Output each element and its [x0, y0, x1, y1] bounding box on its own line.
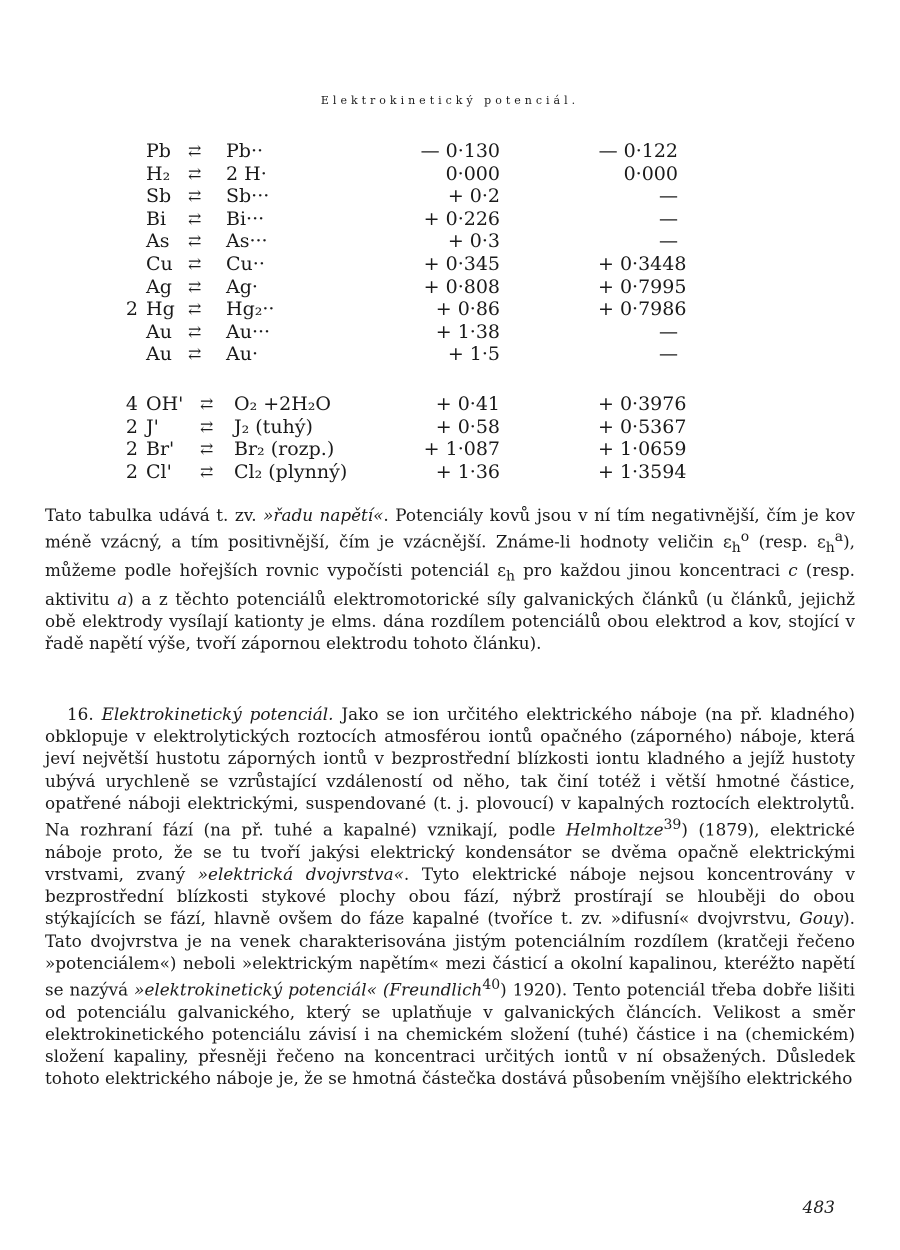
cell-right-side: Au···	[226, 320, 271, 343]
cell-potential-1: + 0·3	[447, 230, 500, 253]
cell-potential-1: 0·000	[445, 162, 500, 185]
table-row	[108, 393, 708, 416]
cell-right-side: Br₂ (rozp.)	[234, 438, 335, 461]
cell-coefficient: 2	[125, 415, 138, 438]
table-row	[108, 438, 708, 461]
cell-potential-1: + 1·38	[435, 320, 500, 343]
equilibrium-arrow-icon: ⇄	[188, 163, 202, 183]
cell-potential-2: + 0·7986	[598, 298, 687, 321]
cell-potential-1: + 0·2	[447, 185, 500, 208]
page-number: 483	[802, 1198, 835, 1218]
equilibrium-arrow-icon: ⇄	[188, 321, 202, 341]
equilibrium-arrow-icon: ⇄	[188, 186, 202, 206]
table-row	[108, 298, 708, 321]
cell-right-side: Cu··	[226, 252, 265, 275]
cell-left-side: Bi	[146, 207, 167, 230]
paragraph-series-explanation: Tato tabulka udává t. zv. »řadu napětí«. Potenciály kovů jsou v ní tím negativnější, čím je kov méně vzácný, a tím positivnější, čím je vzácnější. Známe-li hodnoty veličin $\varepsilon_h^o$ (resp. $\varepsilon_h^a$), můžeme podle hořejších rovnic vypočísti potenciál $\varepsilon_h$ pro každou jinou koncentraci c (resp. aktivitu a) a z těchto potenciálů elektromotorické síly galvanických článků (u článků, jejichž obě elektrody vysílají kationty je elms. dána rozdílem potenciálů obou elektrod a kov, stojící v řadě napětí výše, tvoří zápornou elektrodu tohoto článku).	[45, 505, 855, 654]
cell-right-side: Hg₂··	[226, 298, 275, 321]
cell-left-side: Au	[146, 343, 172, 366]
cell-left-side: Cu	[146, 252, 173, 275]
electrochemical-series-table	[108, 140, 708, 483]
cell-left-side: OH'	[146, 392, 184, 415]
table-row	[108, 321, 708, 344]
table-row	[108, 276, 708, 299]
cell-right-side: Pb··	[226, 140, 264, 162]
equilibrium-arrow-icon: ⇄	[200, 461, 214, 481]
cell-potential-1: + 0·226	[423, 207, 500, 230]
cell-potential-2: + 0·5367	[598, 415, 687, 438]
cell-potential-2: + 0·3976	[598, 392, 687, 415]
cell-right-side: Au·	[226, 343, 258, 366]
cell-right-side: O₂ +2H₂O	[234, 392, 332, 415]
cell-right-side: J₂ (tuhý)	[234, 415, 313, 438]
cell-potential-1: + 1·087	[423, 438, 500, 461]
cell-right-side: As···	[226, 230, 268, 253]
cell-coefficient: 2	[125, 460, 138, 483]
equilibrium-arrow-icon: ⇄	[188, 208, 202, 228]
cell-left-side: Hg	[146, 298, 175, 321]
cell-potential-1: + 0·345	[423, 252, 500, 275]
cell-left-side: As	[146, 230, 170, 253]
cell-potential-2: + 1·0659	[598, 438, 687, 461]
cell-potential-2: + 0·3448	[598, 252, 687, 275]
cell-potential-2: —	[659, 185, 678, 208]
cell-right-side: Cl₂ (plynný)	[234, 460, 348, 483]
cell-potential-2: 0·000	[623, 162, 678, 185]
table-row	[108, 253, 708, 276]
cell-potential-2: —	[659, 320, 678, 343]
cell-left-side: Pb	[146, 140, 171, 162]
section-number: 16.	[67, 704, 94, 724]
cell-coefficient: 4	[125, 392, 138, 415]
table-row	[108, 208, 708, 231]
paragraph-section-16: 16. Elektrokinetický potenciál. Jako se ion určitého elektrického náboje (na př. kladného) obklopuje v elektrolytických roztocích atmosférou iontů opačného (záporného) náboje, která jeví největší hustotu záporných iontů v bezprostřední blízkosti iontu kladného a jejíž hustoty ubývá urychleně se vzrůstající vzdáleností od něho, tak činí totéž i větší hmotné částice, opatřené náboji elektrickými, suspendované (t. j. plovoucí) v kapalných roztocích elektrolytů. Na rozhraní fází (na př. tuhé a kapalné) vznikají, podle Helmholtze$^{39}$) (1879), elektrické náboje proto, že se tu tvoří jakýsi elektrický kondensátor se dvěma opačně elektrickými vrstvami, zvaný »elektrická dvojvrstva«. Tyto elektrické náboje nejsou koncentrovány v bezprostřední blízkosti stykové plochy obou fází, nýbrž prostírají se hlouběji do obou stýkajících se fází, hlavně ovšem do fáze kapalné (tvoříce t. zv. »difusní« dvojvrstvu, Gouy). Tato dvojvrstva je na venek charakterisována jistým potenciálním rozdílem (kratčeji řečeno »potenciálem«) neboli »elektrickým napětím« mezi částicí a okolní kapalinou, kteréžto napětí se nazývá »elektrokinetický potenciál« (Freundlich$^{40}$) 1920). Tento potenciál třeba dobře lišiti od potenciálu galvanického, který se uplatňuje v galvanických článcích. Velikost a směr elektrokinetického potenciálu závisí i na chemickém složení (tuhé) částice i na (chemickém) složení kapaliny, přesněji řečeno na koncentraci určitých iontů v ní obsažených. Důsledek tohoto elektrického náboje je, že se hmotná částečka dostává působením vnějšího elektrického	[45, 704, 855, 1089]
cell-potential-2: — 0·122	[598, 140, 678, 162]
equilibrium-arrow-icon: ⇄	[188, 141, 202, 160]
cell-left-side: Cl'	[146, 460, 172, 483]
cell-potential-1: + 0·86	[435, 298, 500, 321]
table-row	[108, 140, 708, 163]
cell-potential-2: + 0·7995	[598, 275, 687, 298]
cell-potential-1: + 0·808	[423, 275, 500, 298]
cell-left-side: Ag	[146, 275, 172, 298]
cell-right-side: Ag·	[226, 275, 258, 298]
table-row	[108, 461, 708, 484]
table-row	[108, 416, 708, 439]
equilibrium-arrow-icon: ⇄	[200, 393, 214, 413]
table-row	[108, 163, 708, 186]
equilibrium-arrow-icon: ⇄	[200, 439, 214, 459]
cell-left-side: Au	[146, 320, 172, 343]
equilibrium-arrow-icon: ⇄	[188, 344, 202, 364]
cell-potential-1: + 0·58	[435, 415, 500, 438]
cell-coefficient: 2	[125, 438, 138, 461]
running-head: Elektrokinetický potenciál.	[320, 94, 580, 107]
table-row	[108, 230, 708, 253]
cell-coefficient: 2	[125, 298, 138, 321]
table-row	[108, 185, 708, 208]
cell-potential-1: + 1·36	[435, 460, 500, 483]
equilibrium-arrow-icon: ⇄	[188, 231, 202, 251]
section-heading: Elektrokinetický potenciál.	[101, 704, 334, 724]
equilibrium-arrow-icon: ⇄	[188, 299, 202, 319]
cell-left-side: J'	[146, 415, 159, 438]
cell-potential-2: + 1·3594	[598, 460, 687, 483]
cell-left-side: Br'	[146, 438, 175, 461]
equilibrium-arrow-icon: ⇄	[200, 416, 214, 436]
cell-right-side: 2 H·	[226, 162, 267, 185]
cell-right-side: Bi···	[226, 207, 265, 230]
equilibrium-arrow-icon: ⇄	[188, 253, 202, 273]
cell-potential-2: —	[659, 343, 678, 366]
cell-potential-1: — 0·130	[420, 140, 500, 162]
cell-right-side: Sb···	[226, 185, 270, 208]
equilibrium-arrow-icon: ⇄	[188, 276, 202, 296]
cell-left-side: H₂	[146, 162, 171, 185]
cell-potential-1: + 0·41	[435, 392, 500, 415]
cell-potential-2: —	[659, 230, 678, 253]
cell-potential-1: + 1·5	[447, 343, 500, 366]
cell-potential-2: —	[659, 207, 678, 230]
table-row	[108, 343, 708, 366]
cell-left-side: Sb	[146, 185, 172, 208]
